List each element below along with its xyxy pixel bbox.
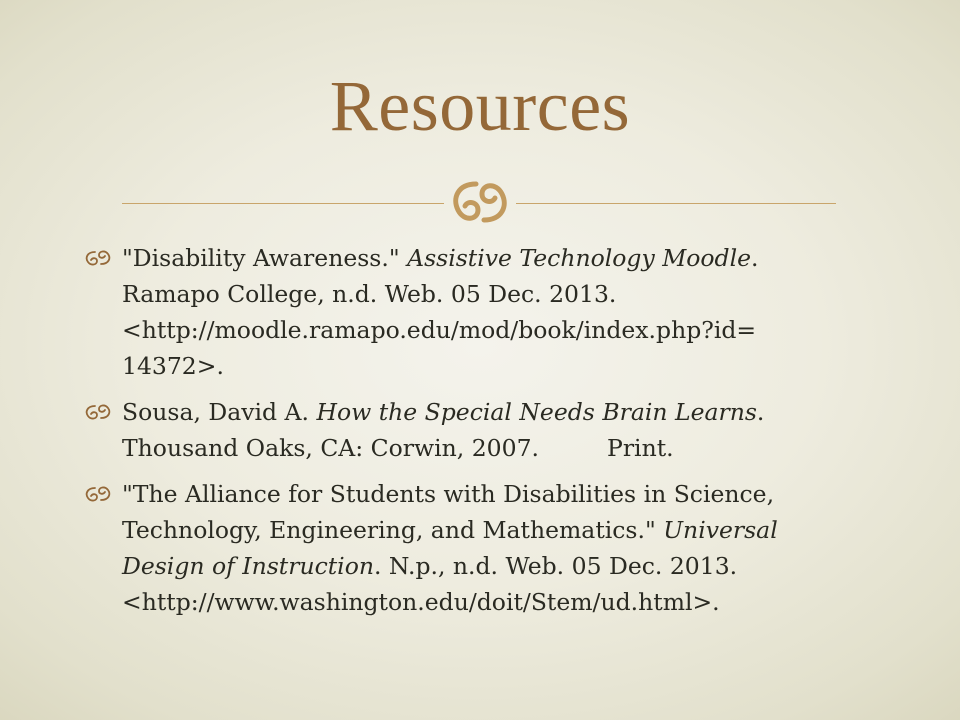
reference-1-source-title: Assistive Technology Moodle [407, 244, 752, 272]
reference-3-text: "The Alliance for Students with Disabilities in Science, Technology, Engineering, and Mathematics." [122, 480, 775, 544]
reference-2-source-title: How the Special Needs Brain Learns [316, 398, 757, 426]
slide-title: Resources [329, 66, 631, 146]
reference-2-details: . Thousand Oaks, CA: Corwin, 2007. [122, 398, 765, 462]
title-divider-right [516, 203, 836, 204]
reference-1-details: . Ramapo College, n.d. Web. 05 Dec. 2013. <http://moodle.ramapo.edu/mod/book/index.php?id= 14372>. [122, 244, 759, 380]
reference-item-2 [80, 394, 860, 466]
double-curl-bullet-icon [83, 403, 113, 421]
reference-2-medium: Print. [607, 434, 674, 462]
title-divider-left [122, 203, 444, 204]
double-curl-bullet-icon [83, 249, 113, 267]
double-curl-bullet-icon [83, 485, 113, 503]
reference-3-source-title: Universal Design of Instruction [122, 516, 778, 580]
reference-item-3 [80, 476, 860, 620]
double-curl-ornament-icon [446, 176, 514, 228]
reference-2-text: Sousa, David A. [122, 398, 317, 426]
reference-item-1 [80, 240, 860, 384]
reference-3-details: . N.p., n.d. Web. 05 Dec. 2013. <http://www.washington.edu/doit/Stem/ud.html>. [122, 552, 738, 616]
reference-1-text: "Disability Awareness." [122, 244, 408, 272]
reference-list [80, 240, 860, 630]
